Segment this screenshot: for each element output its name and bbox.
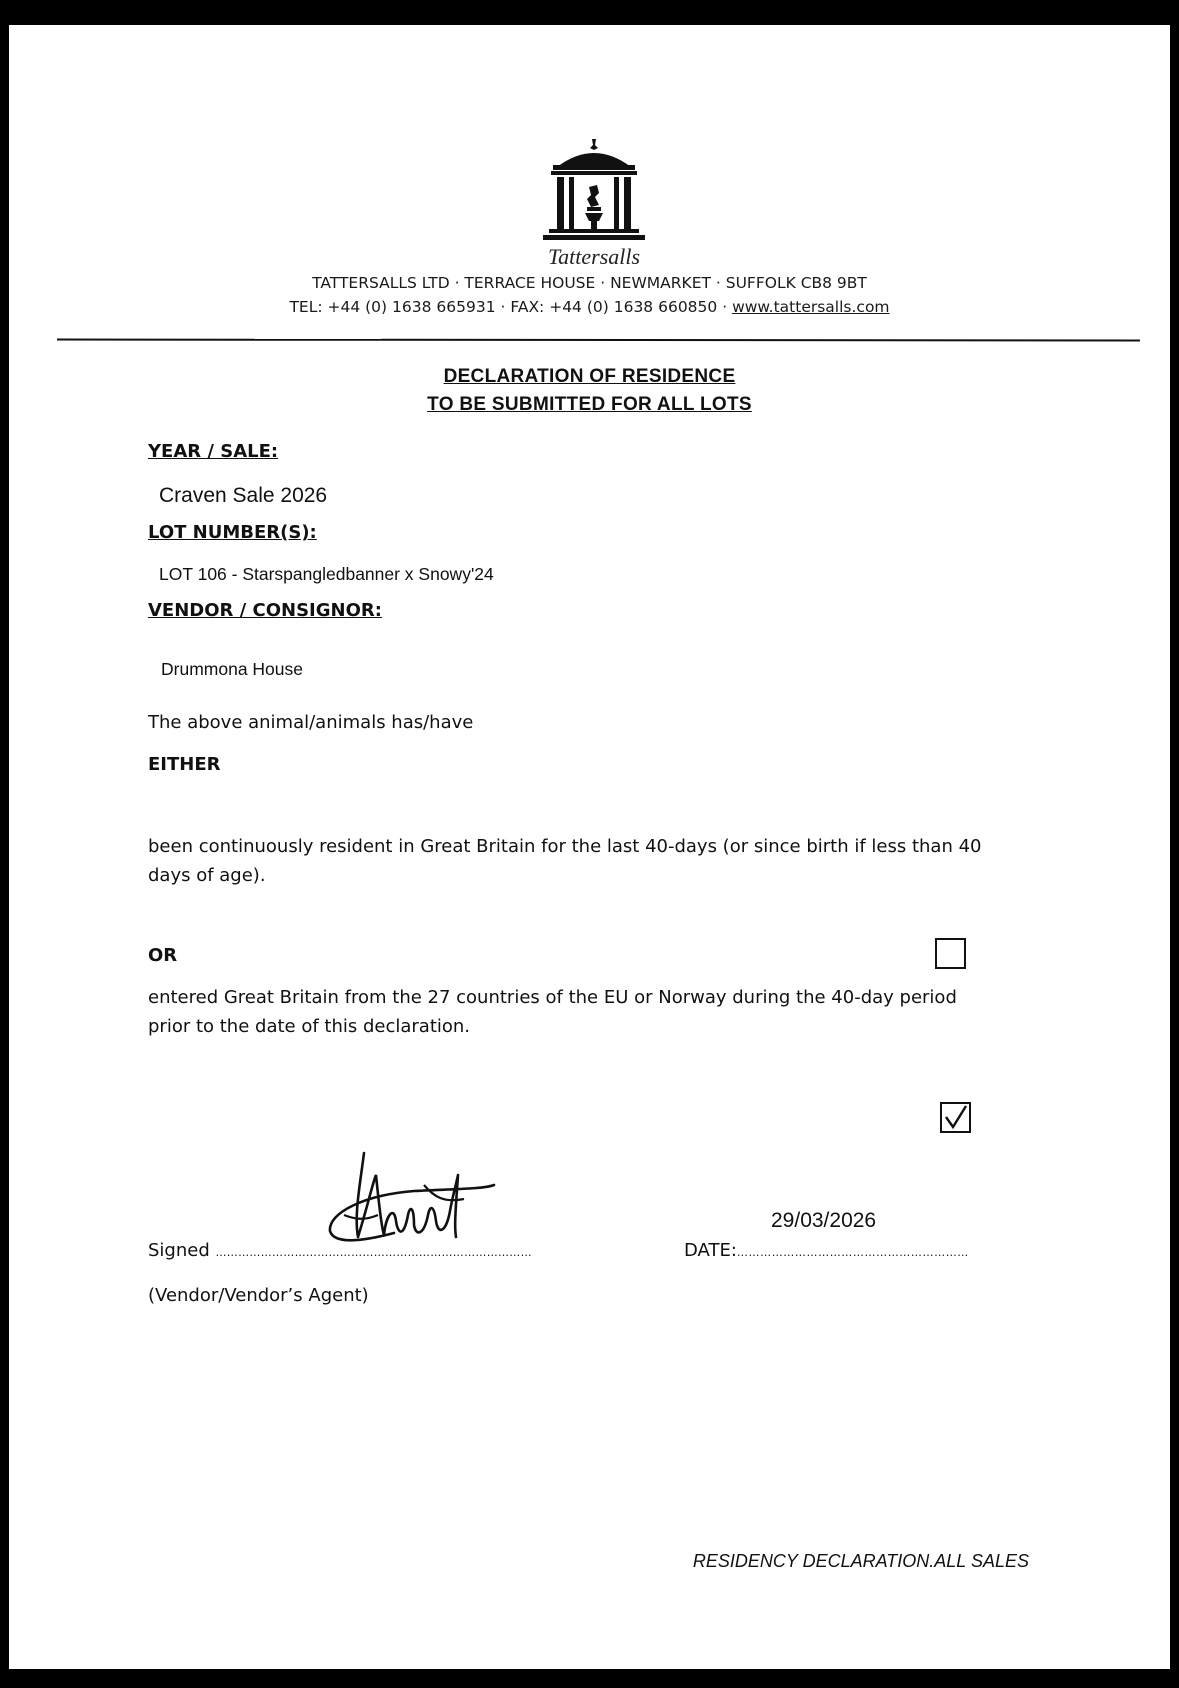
vendor-label: VENDOR / CONSIGNOR: — [148, 600, 382, 621]
document-page — [9, 25, 1170, 1669]
option-2-line-2: prior to the date of this declaration. — [148, 1016, 471, 1037]
option-1-line-2: days of age). — [148, 865, 266, 886]
option-1-checkbox[interactable] — [935, 938, 966, 969]
document-title — [9, 366, 1170, 388]
title-line-1: DECLARATION OF RESIDENCE — [443, 366, 736, 387]
option-1-text — [148, 832, 1038, 890]
signed-label: Signed — [148, 1240, 210, 1261]
date-line — [684, 1236, 969, 1267]
company-contact — [9, 298, 1170, 316]
document-reference: RESIDENCY DECLARATION.ALL SALES — [692, 1551, 1029, 1571]
year-sale-value[interactable]: Craven Sale 2026 — [159, 484, 328, 507]
date-value[interactable]: 29/03/2026 — [771, 1209, 877, 1232]
website-link[interactable]: www.tattersalls.com — [732, 298, 890, 316]
date-label: DATE: — [684, 1240, 737, 1261]
checkmark-icon — [942, 1104, 969, 1131]
header-divider — [57, 339, 1140, 341]
document-subtitle — [9, 394, 1170, 416]
signed-dots: ………………………………………………………………………… — [215, 1246, 532, 1259]
option-2-text — [148, 983, 1038, 1041]
year-sale-label: YEAR / SALE: — [148, 441, 279, 462]
contact-numbers: TEL: +44 (0) 1638 665931 · FAX: +44 (0) 1638 660850 · — [289, 298, 733, 316]
date-dots: …………………………………………………… — [736, 1246, 969, 1259]
option-2-line-1: entered Great Britain from the 27 countries of the EU or Norway during the 40-day period — [148, 987, 957, 1008]
or-heading: OR — [148, 945, 178, 966]
statement-intro: The above animal/animals has/have — [148, 712, 474, 733]
lot-number-label: LOT NUMBER(S): — [148, 522, 317, 543]
vendor-value[interactable]: Drummona House — [161, 659, 303, 679]
option-2-checkbox[interactable] — [940, 1102, 971, 1133]
option-1-line-1: been continuously resident in Great Britain for the last 40-days (or since birth if less than 40 — [148, 836, 982, 857]
logo-wordmark: Tattersalls — [547, 244, 641, 269]
signed-line — [148, 1236, 532, 1267]
lot-number-value[interactable]: LOT 106 - Starspangledbanner x Snowy'24 — [159, 564, 494, 584]
either-heading: EITHER — [148, 754, 221, 775]
title-line-2: TO BE SUBMITTED FOR ALL LOTS — [427, 394, 752, 415]
company-address: TATTERSALLS LTD · TERRACE HOUSE · NEWMARKET · SUFFOLK CB8 9BT — [312, 274, 867, 292]
signer-role-note: (Vendor/Vendor’s Agent) — [148, 1285, 369, 1306]
